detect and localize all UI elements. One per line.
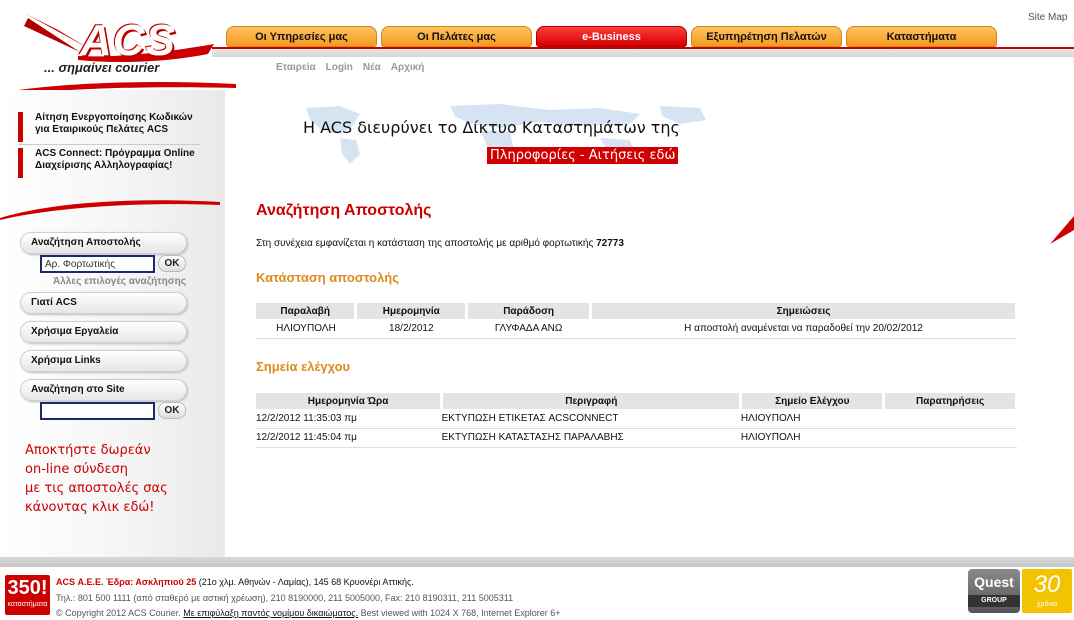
footer-rights-link[interactable]: Με επιφύλαξη παντός νομίμου δικαιώματος. [183, 608, 359, 618]
column-header: Παραλαβή [256, 303, 356, 319]
table-cell: 18/2/2012 [356, 319, 467, 338]
checkpoints-table [256, 393, 1018, 448]
banner-title: Η ACS διευρύνει το Δίκτυο Καταστημάτων της [303, 118, 680, 137]
table-cell: 12/2/2012 11:45:04 πμ [256, 428, 442, 447]
banner-cta-link[interactable]: Πληροφορίες - Αιτήσεις εδώ [487, 147, 678, 164]
footer-copyright-line [56, 608, 560, 618]
column-header: Σημείο Ελέγχου [741, 393, 884, 409]
quest-group-label: GROUP [968, 595, 1020, 607]
subnav-company[interactable]: Εταιρεία [276, 62, 316, 73]
page-title: Αναζήτηση Αποστολής [256, 202, 432, 219]
quest-group-logo[interactable] [968, 569, 1020, 613]
free-online-line: με τις αποστολές σας [25, 481, 168, 496]
logo-tagline: ... σημαίνει courier [44, 60, 160, 75]
years-number: 30 [1033, 571, 1061, 598]
footer-best-viewed: Best viewed with 1024 X 768, Internet Explorer 6+ [358, 608, 561, 618]
footer-phones: Τηλ.: 801 500 1111 (από σταθερό με αστική χρέωση), 210 8190000, 211 5005000, Fax: 210 8190311, 211 5005311 [56, 593, 514, 603]
column-header: Ημερομηνία Ώρα [256, 393, 442, 409]
nav-tab-stores[interactable]: Καταστήματα [846, 26, 997, 47]
nav-tab-services[interactable]: Οι Υπηρεσίες μας [226, 26, 377, 47]
tracking-number: 72773 [596, 238, 624, 249]
intro-text [256, 238, 624, 249]
table-cell: ΓΛΥΦΑΔΑ ΑΝΩ [467, 319, 591, 338]
right-swoosh-decoration [1046, 210, 1074, 250]
nav-tab-ebusiness[interactable]: e-Business [536, 26, 687, 47]
stores-banner[interactable] [300, 104, 710, 166]
table-cell: ΕΚΤΥΠΩΣΗ ΕΤΙΚΕΤΑΣ ACSCONNECT [442, 409, 741, 428]
column-header: Παρατηρήσεις [884, 393, 1017, 409]
promo-corporate-codes[interactable]: Αίτηση Ενεργοποίησης Κωδικών για Εταιρικούς Πελάτες ACS [18, 112, 198, 142]
table-header-row [256, 393, 1017, 409]
nav-tab-customers[interactable]: Οι Πελάτες μας [381, 26, 532, 47]
why-acs-button[interactable]: Γιατί ACS [20, 292, 187, 314]
table-cell: ΗΛΙΟΥΠΟΛΗ [741, 409, 884, 428]
footer-address: (21ο χλμ. Αθηνών - Λαμίας), 145 68 Κρυονέρι Αττικής. [196, 577, 414, 587]
table-row [256, 409, 1017, 428]
footer-company-line [56, 577, 414, 587]
table-cell: ΗΛΙΟΥΠΟΛΗ [741, 428, 884, 447]
footer-company: ACS Α.Ε.Ε. Έδρα: Ασκληπιού 25 [56, 577, 197, 587]
promo-divider [18, 144, 200, 145]
status-section-title: Κατάσταση αποστολής [256, 270, 400, 285]
useful-links-button[interactable]: Χρήσιμα Links [20, 350, 187, 372]
site-search-ok-button[interactable]: OK [158, 402, 186, 419]
logo-text: ACS [80, 16, 176, 65]
site-search-button[interactable]: Αναζήτηση στο Site [20, 379, 187, 401]
table-header-row [256, 303, 1017, 319]
subnav-news[interactable]: Νέα [362, 62, 381, 73]
table-cell: ΕΚΤΥΠΩΣΗ ΚΑΤΑΣΤΑΣΗΣ ΠΑΡΑΛΑΒΗΣ [442, 428, 741, 447]
tracking-number-input[interactable] [40, 255, 155, 273]
thirty-years-logo [1022, 569, 1072, 613]
checkpoints-section-title: Σημεία ελέγχου [256, 359, 351, 374]
column-header: Περιγραφή [442, 393, 741, 409]
free-online-promo[interactable] [25, 441, 168, 517]
free-online-line: Αποκτήστε δωρεάν [25, 443, 151, 458]
search-shipment-button[interactable]: Αναζήτηση Αποστολής [20, 232, 187, 254]
footer [0, 567, 1074, 620]
useful-tools-button[interactable]: Χρήσιμα Εργαλεία [20, 321, 187, 343]
free-online-line: κάνοντας κλικ εδώ! [25, 500, 155, 515]
years-label: χρόνια [1036, 601, 1058, 608]
status-table [256, 303, 1018, 339]
subnav-home[interactable]: Αρχική [390, 62, 425, 73]
sub-nav [276, 62, 424, 73]
column-header: Ημερομηνία [356, 303, 467, 319]
acs-logo[interactable] [18, 8, 218, 88]
quest-name: Quest [974, 574, 1014, 590]
nav-tab-customer-service[interactable]: Εξυπηρέτηση Πελατών [691, 26, 842, 47]
footer-copyright: © Copyright 2012 ACS Courier. [56, 608, 181, 618]
header [0, 0, 1074, 90]
other-search-options-link[interactable]: Άλλες επιλογές αναζήτησης [53, 276, 186, 287]
badge-number: 350! [7, 577, 48, 599]
table-row [256, 428, 1017, 447]
table-cell: Η αποστολή αναμένεται να παραδοθεί την 20/02/2012 [591, 319, 1017, 338]
stores-350-badge[interactable] [5, 575, 50, 615]
table-cell: 12/2/2012 11:35:03 πμ [256, 409, 442, 428]
nav-divider [212, 47, 1074, 57]
table-row [256, 319, 1017, 338]
main-nav [226, 26, 997, 48]
promo-acs-connect[interactable]: ACS Connect: Πρόγραμμα Online Διαχείρισης Αλληλογραφίας! [18, 148, 198, 178]
site-search-input[interactable] [40, 402, 155, 420]
table-cell: ΗΛΙΟΥΠΟΛΗ [256, 319, 356, 338]
column-header: Παράδοση [467, 303, 591, 319]
sitemap-link[interactable]: Site Map [1028, 12, 1068, 23]
column-header: Σημειώσεις [591, 303, 1017, 319]
table-cell [884, 409, 1017, 428]
intro-label: Στη συνέχεια εμφανίζεται η κατάσταση της αποστολής με αριθμό φορτωτικής [256, 238, 594, 249]
subnav-login[interactable]: Login [325, 62, 353, 73]
footer-divider [0, 557, 1074, 567]
tracking-ok-button[interactable]: OK [158, 255, 186, 272]
free-online-line: on-line σύνδεση [25, 462, 128, 477]
badge-subtitle: καταστήματα [7, 601, 48, 608]
table-cell [884, 428, 1017, 447]
sidebar-swoosh-decoration [0, 196, 225, 220]
